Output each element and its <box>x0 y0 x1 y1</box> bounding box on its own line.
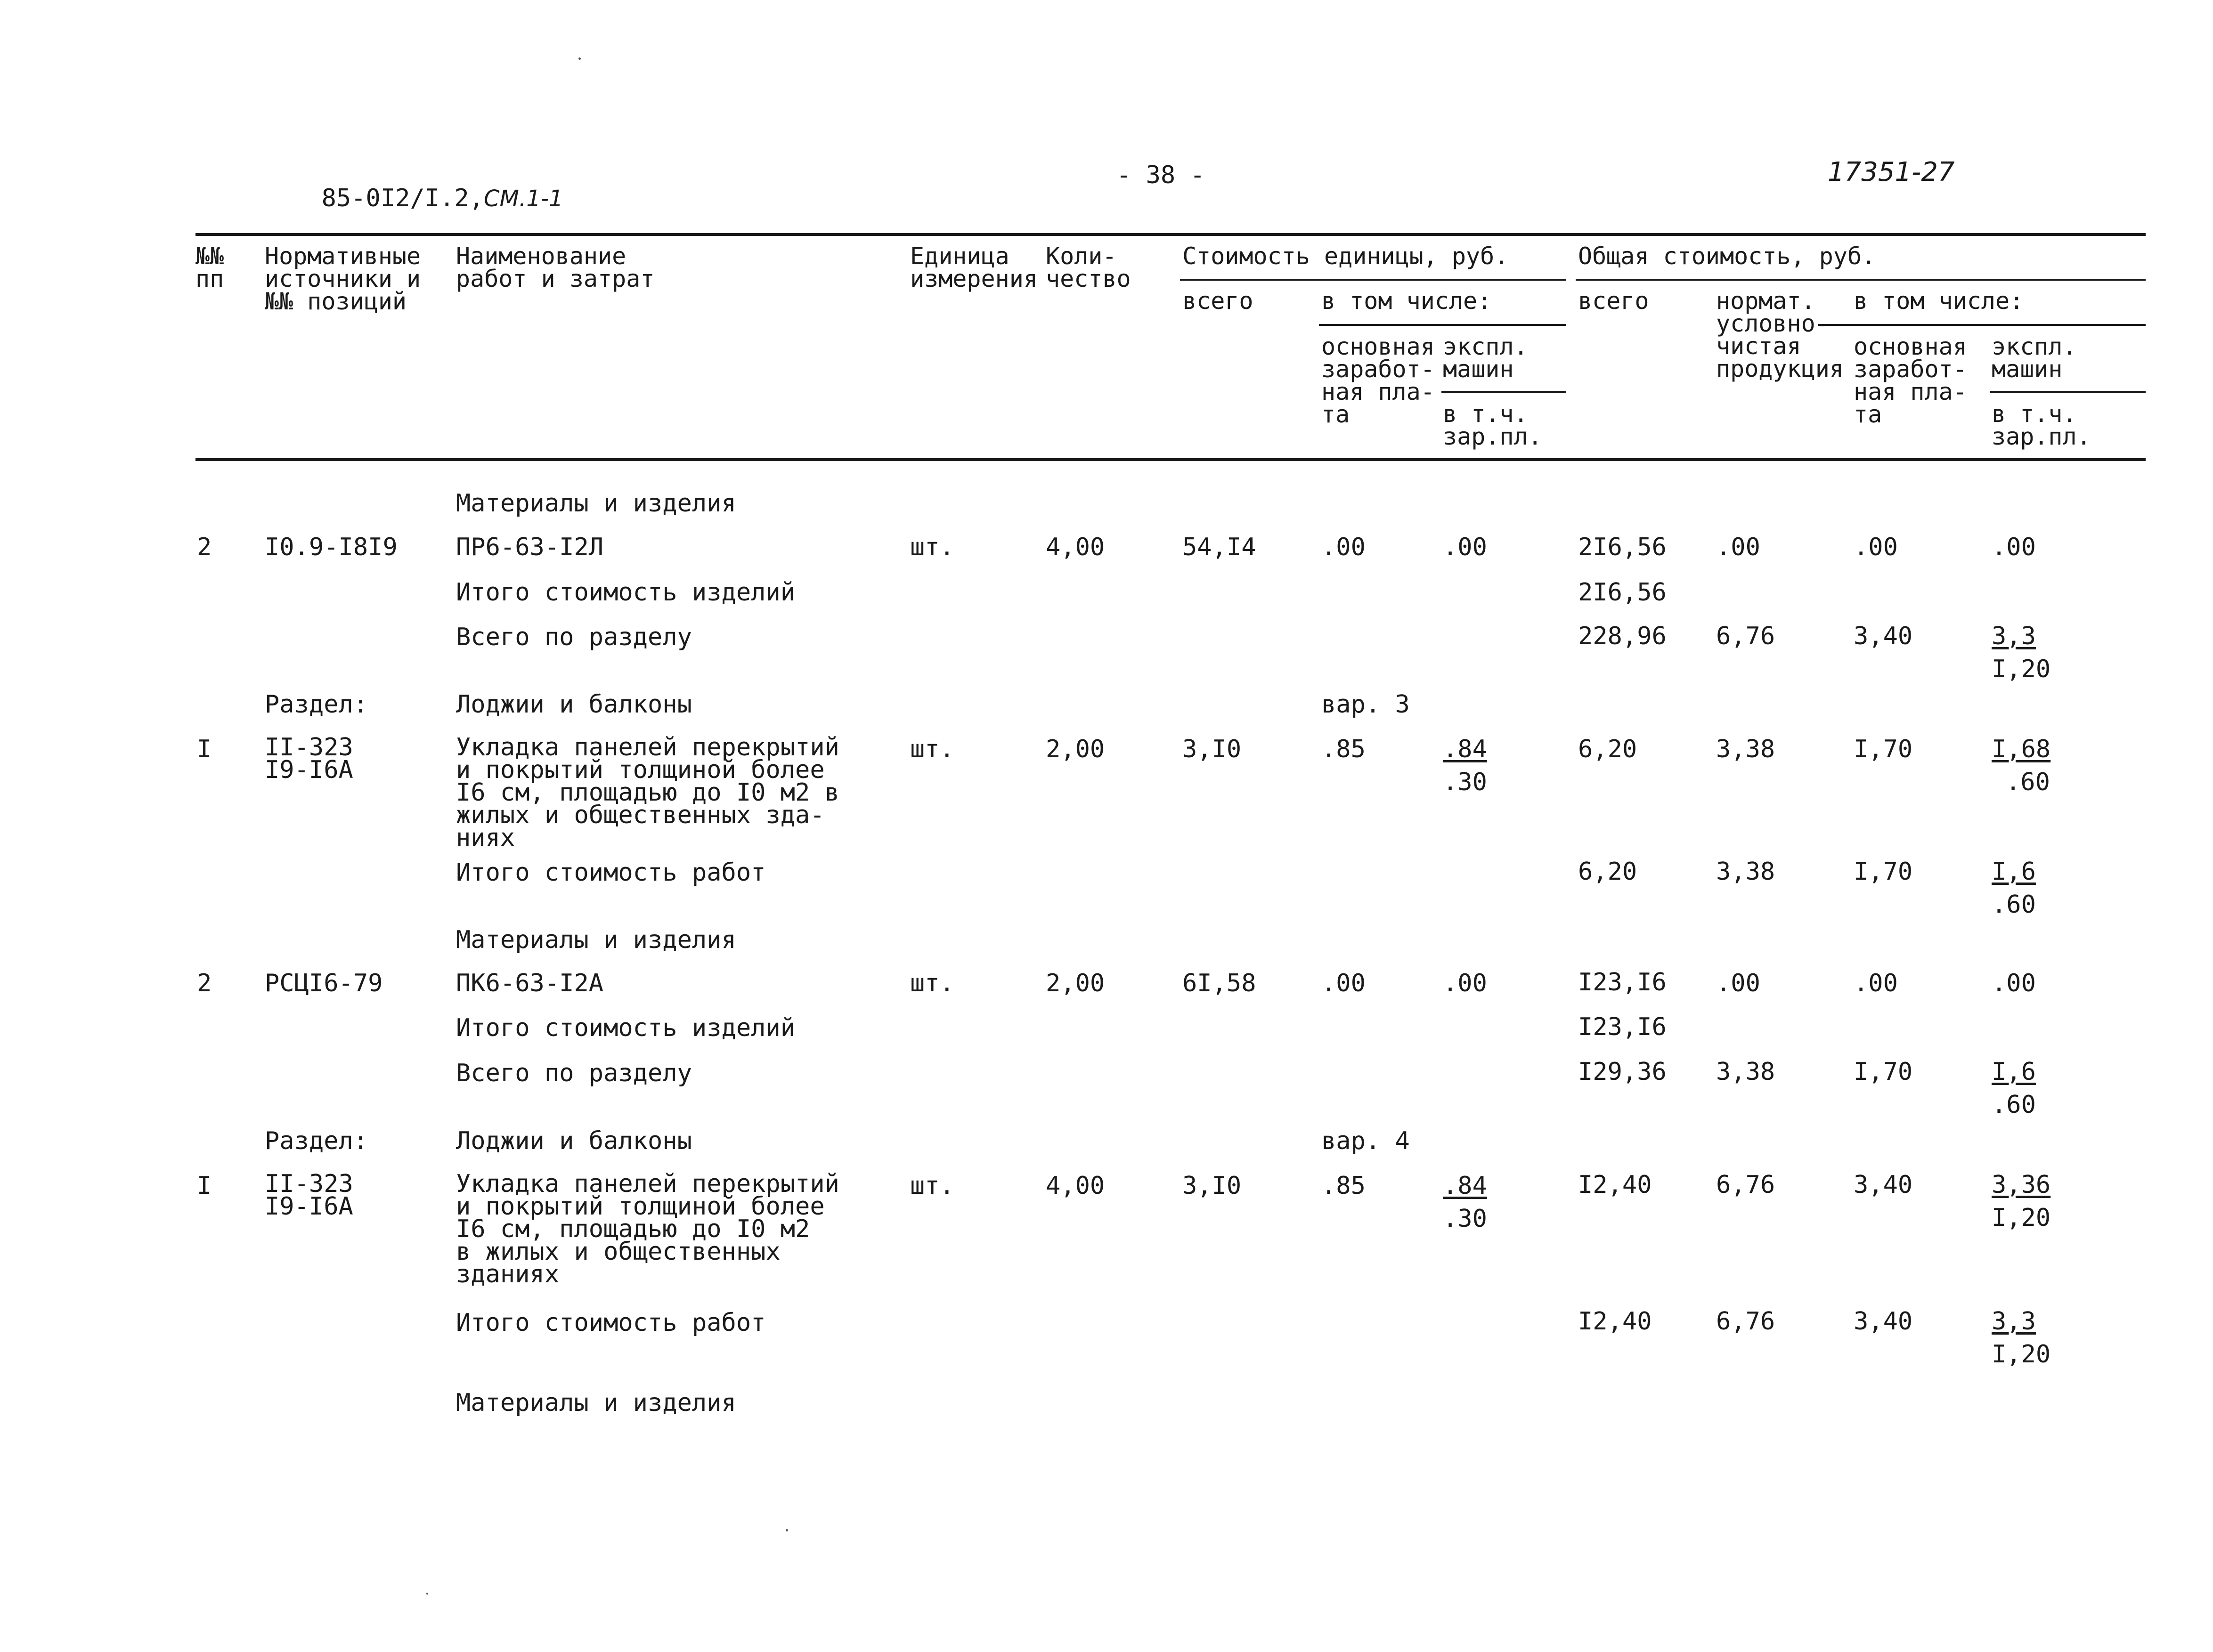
section-total-wage: I,70 <box>1854 1058 1913 1086</box>
works-total-mach: I,6 <box>1992 858 2036 886</box>
col-total-norm: нормат. условно- чистая продукция <box>1716 287 1844 382</box>
col-source: Нормативные источники и №№ позиций <box>265 243 421 315</box>
section-total-label: Всего по разделу <box>456 1059 692 1087</box>
section-total-cost: I29,36 <box>1578 1058 1667 1086</box>
row-total-cost: I23,I6 <box>1578 968 1667 996</box>
row-unit: шт. <box>910 533 954 561</box>
row-total-wage: 3,40 <box>1854 1171 1913 1199</box>
works-total-mach-wage: I,20 <box>1992 1340 2051 1369</box>
row-total-wage: I,70 <box>1854 735 1913 763</box>
sheet-code: 17351-27 <box>1828 157 1955 187</box>
row-unit-mach: .84 <box>1443 735 1487 763</box>
col-unit: Единица измерения <box>910 243 1038 292</box>
col-total-incl: в том числе: <box>1854 287 2024 315</box>
row-unit: шт. <box>910 735 954 763</box>
header-bottom-rule <box>195 458 2146 461</box>
row-unit-wage: .00 <box>1321 969 1366 997</box>
section-label: Раздел: <box>265 1127 368 1155</box>
row-qty: 2,00 <box>1046 969 1105 997</box>
document-code <box>292 162 563 211</box>
section-total-mach: 3,3 <box>1992 622 2036 650</box>
items-total-value: 2I6,56 <box>1578 578 1667 607</box>
row-total-cost: 6,20 <box>1578 735 1637 763</box>
items-total-label: Итого стоимость изделий <box>456 578 796 607</box>
unit-mach-rule <box>1441 391 1566 393</box>
section-label: Раздел: <box>265 690 368 719</box>
row-unit-mach: .00 <box>1443 533 1487 561</box>
section-total-label: Всего по разделу <box>456 623 692 651</box>
row-total-wage: .00 <box>1854 969 1898 997</box>
col-unit-mach: экспл. машин <box>1443 333 1528 383</box>
row-total-cost: I2,40 <box>1578 1171 1652 1199</box>
row-total-mach: .00 <box>1992 969 2036 997</box>
row-name: Укладка панелей перекрытий и покрытий толщиной более I6 см, площадью до I0 м2 в жилых и общественных зданиях <box>456 1170 839 1288</box>
works-total-wage: 3,40 <box>1854 1307 1913 1336</box>
row-total-norm: .00 <box>1716 969 1760 997</box>
row-unit-cost: 54,I4 <box>1182 533 1256 561</box>
col-total-mach: экспл. машин <box>1992 333 2077 383</box>
row-unit-wage: .00 <box>1321 533 1366 561</box>
works-total-label: Итого стоимость работ <box>456 1309 766 1337</box>
row-unit-mach-wage: .30 <box>1443 1205 1487 1233</box>
row-unit: шт. <box>910 1172 954 1200</box>
works-total-label: Итого стоимость работ <box>456 858 766 887</box>
row-number: 2 <box>197 969 212 997</box>
row-total-norm: 6,76 <box>1716 1171 1775 1199</box>
works-total-norm: 6,76 <box>1716 1307 1775 1336</box>
row-total-norm: 3,38 <box>1716 735 1775 763</box>
row-name: Укладка панелей перекрытий и покрытий толщиной более I6 см, площадью до I0 м2 в жилых и общественных зда- ниях <box>456 733 839 852</box>
section-total-wage: 3,40 <box>1854 622 1913 650</box>
row-unit-mach-wage: .30 <box>1443 768 1487 796</box>
document-code-handwritten: СМ.1-1 <box>484 186 563 212</box>
col-total-cost: Общая стоимость, руб. <box>1578 243 1876 270</box>
works-total-mach: 3,3 <box>1992 1307 2036 1336</box>
row-unit: шт. <box>910 969 954 997</box>
row-source: РСЦI6-79 <box>265 969 383 997</box>
section-total-mach-wage: I,20 <box>1992 655 2051 683</box>
row-total-wage: .00 <box>1854 533 1898 561</box>
row-number: I <box>197 735 212 763</box>
col-unit-wage: основная заработ- ная пла- та <box>1321 333 1435 428</box>
col-unit-incl: в том числе: <box>1321 287 1492 315</box>
col-name: Наименование работ и затрат <box>456 243 655 292</box>
works-total-wage: I,70 <box>1854 858 1913 886</box>
row-unit-wage: .85 <box>1321 1172 1366 1200</box>
row-unit-wage: .85 <box>1321 735 1366 763</box>
col-total-mach-wage: в т.ч. зар.пл. <box>1992 400 2091 450</box>
row-number: 2 <box>197 533 212 561</box>
section-total-mach-wage: .60 <box>1992 1091 2036 1119</box>
total-mach-rule <box>1990 391 2146 393</box>
section-total-norm: 6,76 <box>1716 622 1775 650</box>
total-cost-rule <box>1576 279 2146 281</box>
works-total-norm: 3,38 <box>1716 858 1775 886</box>
row-unit-cost: 6I,58 <box>1182 969 1256 997</box>
row-source: II-323 I9-I6А <box>265 733 353 784</box>
col-total-wage: основная заработ- ная пла- та <box>1854 333 1967 428</box>
total-incl-rule <box>1818 324 2146 326</box>
row-total-mach: 3,36 <box>1992 1171 2051 1199</box>
scan-speck <box>426 1593 428 1595</box>
scan-speck <box>786 1529 788 1531</box>
row-total-cost: 2I6,56 <box>1578 533 1667 561</box>
works-total-cost: I2,40 <box>1578 1307 1652 1336</box>
items-total-label: Итого стоимость изделий <box>456 1014 796 1042</box>
row-qty: 2,00 <box>1046 735 1105 763</box>
table-top-rule <box>195 233 2146 236</box>
works-total-cost: 6,20 <box>1578 858 1637 886</box>
section-variant: вар. 4 <box>1321 1127 1410 1155</box>
page-number: - 38 - <box>1116 161 1205 189</box>
section-total-cost: 228,96 <box>1578 622 1667 650</box>
row-total-mach-wage: I,20 <box>1992 1204 2051 1232</box>
row-number: I <box>197 1172 212 1200</box>
section-total-mach: I,6 <box>1992 1058 2036 1086</box>
row-unit-cost: 3,I0 <box>1182 1172 1242 1200</box>
col-unit-total: всего <box>1182 287 1253 315</box>
row-unit-mach: .00 <box>1443 969 1487 997</box>
row-source: I0.9-I8I9 <box>265 533 398 561</box>
subsection-materials: Материалы и изделия <box>456 489 736 518</box>
row-qty: 4,00 <box>1046 533 1105 561</box>
row-total-norm: .00 <box>1716 533 1760 561</box>
works-total-mach-wage: .60 <box>1992 891 2036 919</box>
row-total-mach-wage: .60 <box>2006 768 2050 796</box>
col-unit-mach-wage: в т.ч. зар.пл. <box>1443 400 1542 450</box>
col-num: №№ пп <box>195 243 224 292</box>
section-variant: вар. 3 <box>1321 690 1410 719</box>
row-source: II-323 I9-I6А <box>265 1170 353 1221</box>
row-name: ПК6-63-I2А <box>456 969 604 997</box>
subsection-materials: Материалы и изделия <box>456 1389 736 1417</box>
row-qty: 4,00 <box>1046 1172 1105 1200</box>
subsection-materials: Материалы и изделия <box>456 926 736 954</box>
col-total-total: всего <box>1578 287 1649 315</box>
items-total-value: I23,I6 <box>1578 1013 1667 1041</box>
row-total-mach: .00 <box>1992 533 2036 561</box>
row-name: ПР6-63-I2Л <box>456 533 604 561</box>
unit-incl-rule <box>1319 324 1566 326</box>
section-name: Лоджии и балконы <box>456 690 692 719</box>
scan-speck <box>578 57 581 60</box>
section-total-norm: 3,38 <box>1716 1058 1775 1086</box>
document-code-typed: 85-0I2/I.2, <box>321 184 484 212</box>
section-name: Лоджии и балконы <box>456 1127 692 1155</box>
col-unit-cost: Стоимость единицы, руб. <box>1182 243 1509 270</box>
row-unit-mach: .84 <box>1443 1172 1487 1200</box>
row-total-mach: I,68 <box>1992 735 2051 763</box>
unit-cost-rule <box>1180 279 1566 281</box>
row-unit-cost: 3,I0 <box>1182 735 1242 763</box>
col-qty: Коли- чество <box>1046 243 1131 292</box>
